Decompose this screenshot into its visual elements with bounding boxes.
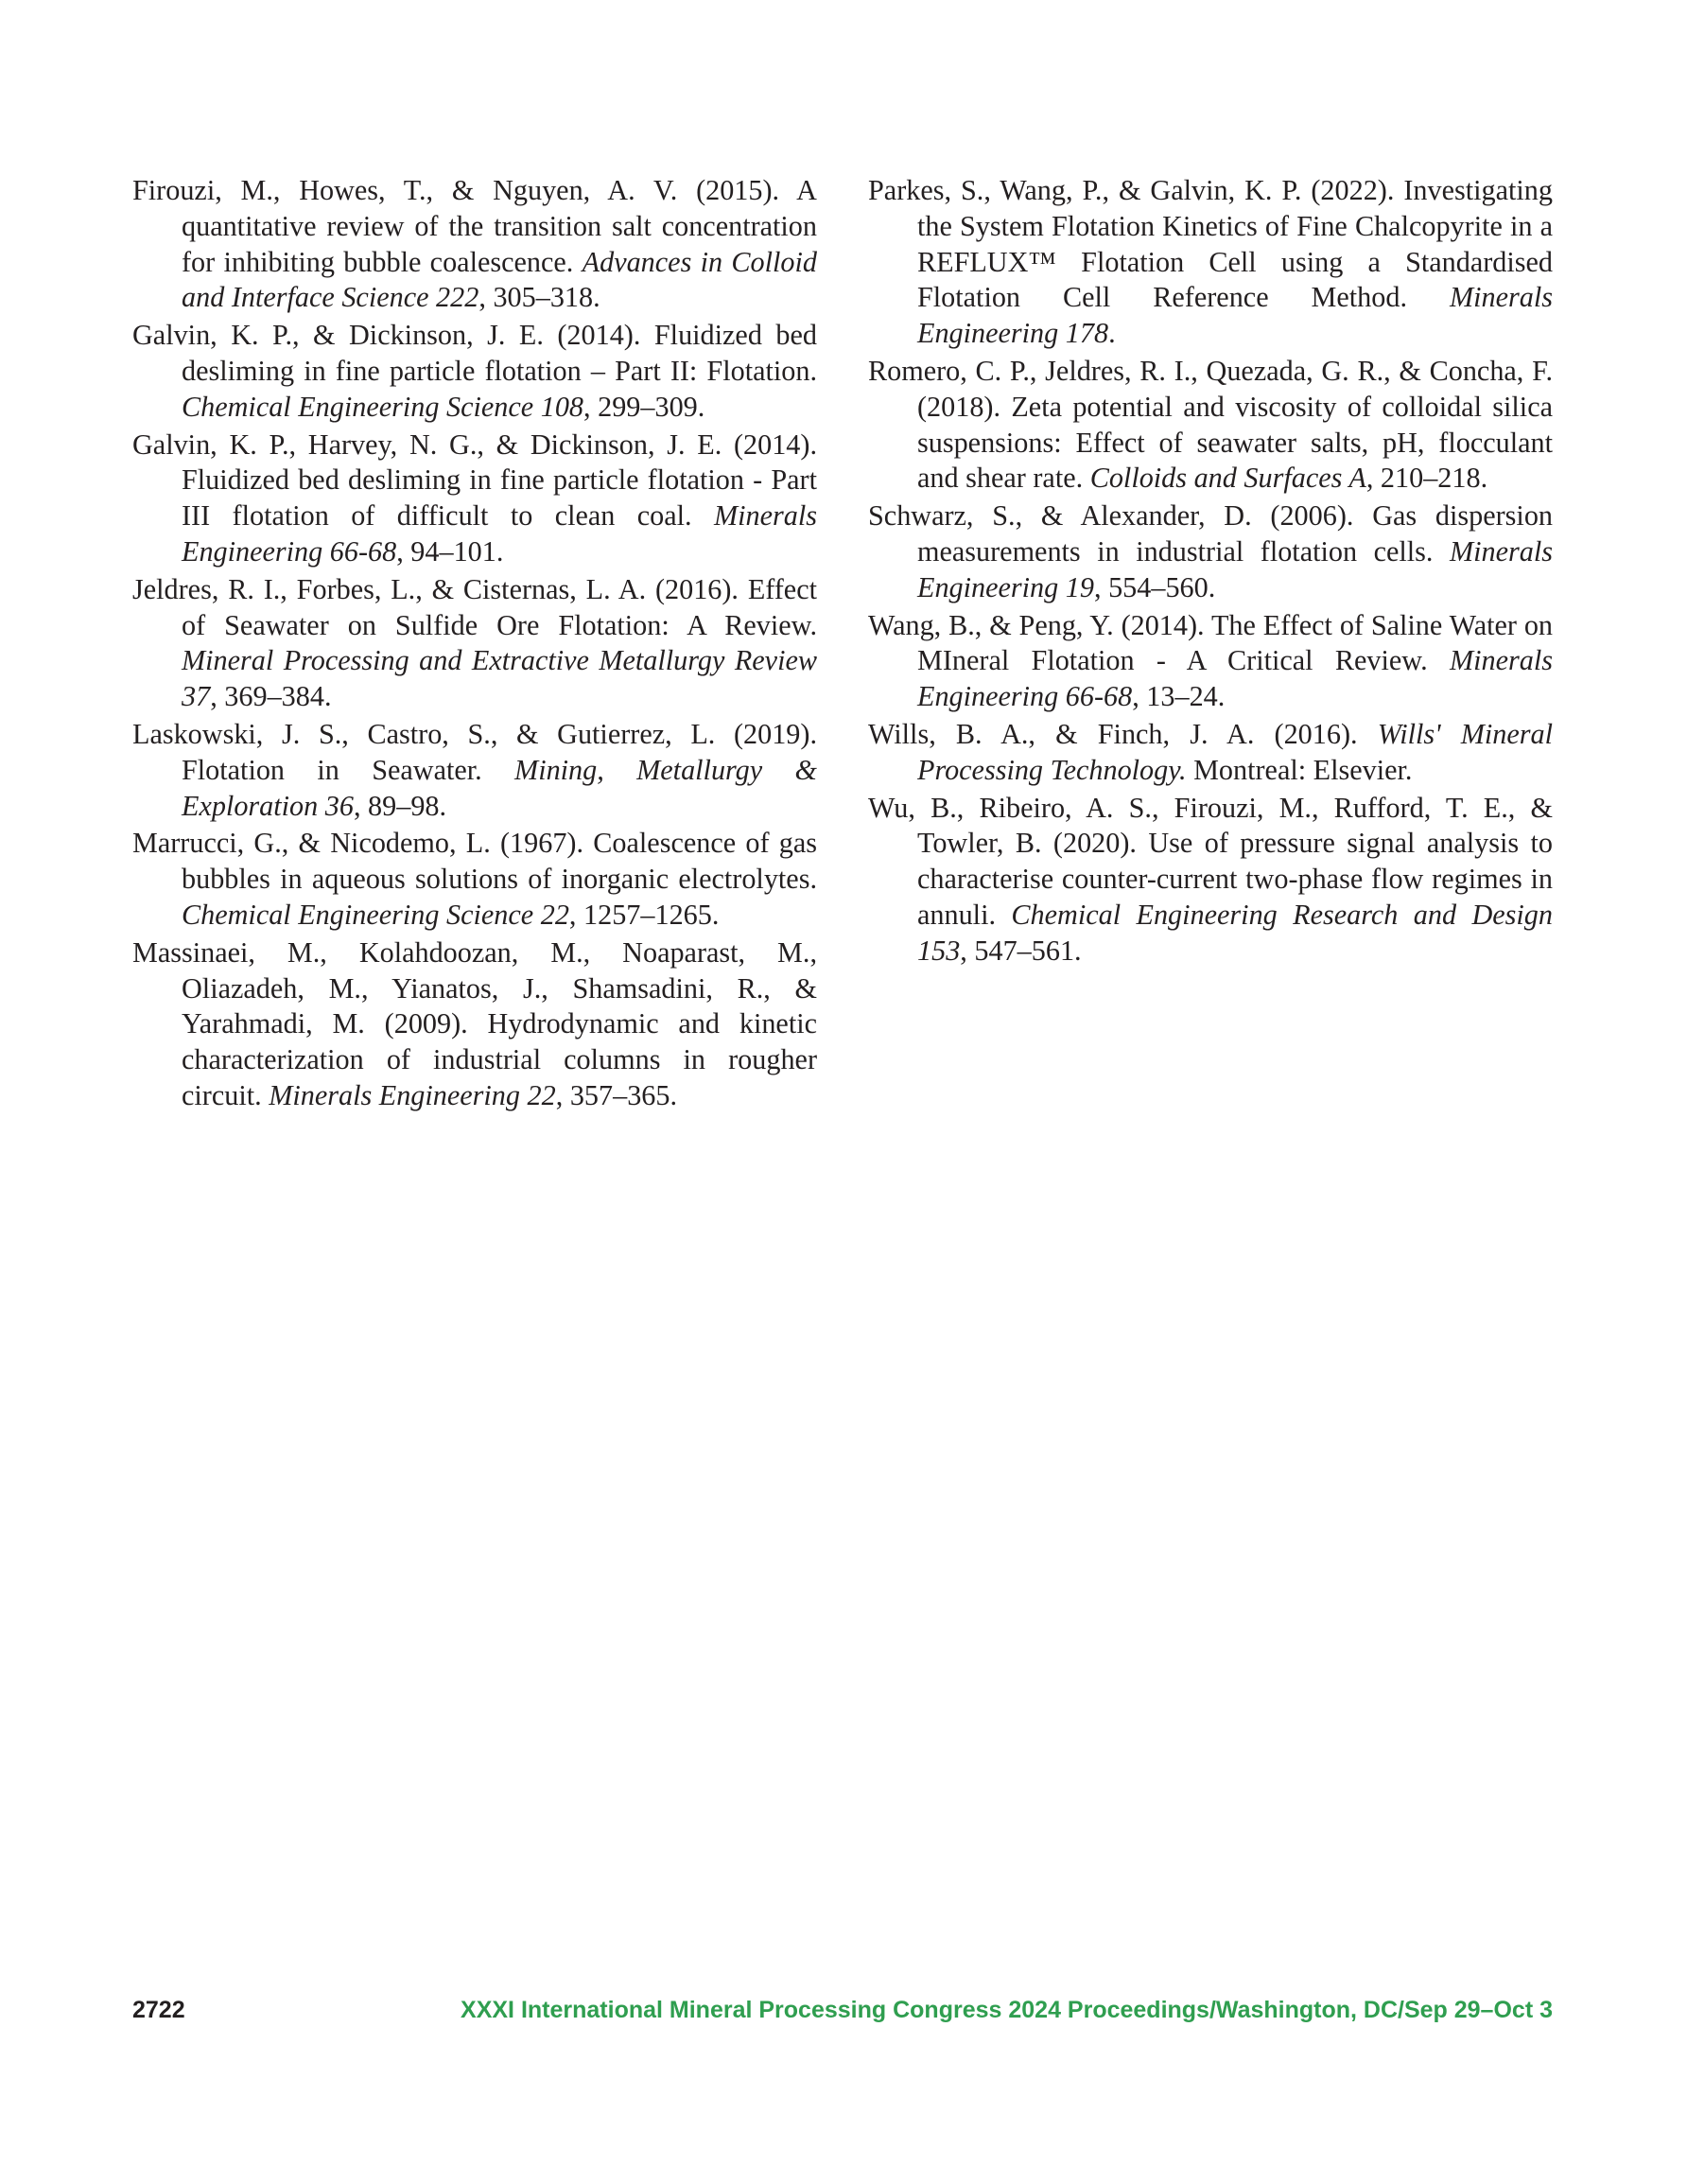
reference-authors: Wang, B., & Peng, Y. (2014). bbox=[868, 608, 1205, 641]
reference-authors: Massinaei, M., Kolahdoozan, M., Noaparast, M., Oliazadeh, M., Yianatos, J., Shamsadini, R., & Yarahmadi, M. (2009). bbox=[132, 935, 817, 1040]
running-footer-title: XXXI International Mineral Processing Congress 2024 Proceedings/Washington, DC/Sep 29–Oct 3 bbox=[461, 1997, 1553, 2023]
reference-venue: Wills' Mineral Processing Technology. bbox=[917, 717, 1553, 786]
reference-venue: Chemical Engineering Research and Design 153 bbox=[917, 898, 1553, 967]
reference-authors: Wu, B., Ribeiro, A. S., Firouzi, M., Rufford, T. E., & Towler, B. (2020). bbox=[868, 791, 1553, 860]
reference-authors: Galvin, K. P., Harvey, N. G., & Dickinson, J. E. (2014). bbox=[132, 428, 817, 461]
reference-pages: , 13–24. bbox=[1132, 680, 1226, 713]
reference-venue: Chemical Engineering Science 108 bbox=[182, 390, 584, 423]
reference-title bbox=[1358, 718, 1378, 750]
reference-authors: Romero, C. P., Jeldres, R. I., Quezada, G. R., & Concha, F. (2018). bbox=[868, 354, 1553, 423]
reference-entry bbox=[132, 318, 817, 425]
reference-venue: Mineral Processing and Extractive Metallurgy Review 37 bbox=[182, 644, 817, 713]
reference-authors: Marrucci, G., & Nicodemo, L. (1967). bbox=[132, 827, 584, 860]
reference-title: Zeta potential and viscosity of colloidal silica suspensions: Effect of seawater salts, pH, flocculant and shear rate. bbox=[917, 390, 1553, 495]
page-footer bbox=[132, 1997, 1553, 2035]
reference-pages: , 299–309. bbox=[583, 390, 705, 423]
reference-authors: Wills, B. A., & Finch, J. A. (2016). bbox=[868, 717, 1358, 750]
reference-venue: Advances in Colloid and Interface Science 222 bbox=[182, 245, 817, 314]
reference-title: Effect of Seawater on Sulfide Ore Flotation: A Review. bbox=[182, 572, 817, 641]
reference-pages: , 547–561. bbox=[960, 934, 1082, 967]
reference-authors: Parkes, S., Wang, P., & Galvin, K. P. (2022). bbox=[868, 174, 1395, 206]
reference-pages: Montreal: Elsevier. bbox=[1186, 753, 1413, 786]
reference-title: Investigating the System Flotation Kinetics of Fine Chalcopyrite in a REFLUX™ Flotation Cell using a Standardised Flotation Cell Reference Method. bbox=[917, 174, 1553, 314]
reference-authors: Laskowski, J. S., Castro, S., & Gutierrez, L. (2019). bbox=[132, 717, 817, 750]
reference-authors: Galvin, K. P., & Dickinson, J. E. (2014). bbox=[132, 319, 641, 352]
reference-entry bbox=[132, 173, 817, 316]
reference-pages: , 94–101. bbox=[396, 534, 504, 568]
reference-title: Hydrodynamic and kinetic characterization of industrial columns in rougher circuit. bbox=[182, 1007, 817, 1111]
reference-venue: Colloids and Surfaces A bbox=[1089, 462, 1366, 495]
reference-entry bbox=[132, 935, 817, 1114]
reference-venue: Minerals Engineering 66-68 bbox=[917, 644, 1553, 713]
reference-authors: Jeldres, R. I., Forbes, L., & Cisternas, L. A. (2016). bbox=[132, 572, 739, 605]
reference-venue: Chemical Engineering Science 22 bbox=[182, 898, 569, 931]
reference-title: The Effect of Saline Water on MIneral Flotation - A Critical Review. bbox=[917, 608, 1554, 677]
reference-pages: , 369–384. bbox=[210, 680, 332, 713]
reference-pages: , 554–560. bbox=[1093, 570, 1216, 603]
references-column-right bbox=[868, 173, 1553, 971]
reference-venue: Minerals Engineering 66-68 bbox=[182, 499, 817, 568]
reference-pages: . bbox=[1108, 317, 1116, 350]
reference-entry bbox=[132, 428, 817, 570]
reference-authors: Firouzi, M., Howes, T., & Nguyen, A. V. (2015). bbox=[132, 174, 780, 206]
reference-entry bbox=[868, 791, 1553, 970]
reference-entry bbox=[868, 608, 1553, 715]
reference-entry bbox=[868, 717, 1553, 789]
reference-entry bbox=[132, 572, 817, 715]
references-column-left bbox=[132, 173, 817, 1116]
reference-pages: , 89–98. bbox=[353, 789, 447, 822]
reference-title: A quantitative review of the transition salt concentration for inhibiting bubble coalescence. bbox=[182, 174, 817, 278]
reference-title: Flotation in Seawater. bbox=[182, 753, 515, 786]
reference-title: Gas dispersion measurements in industrial flotation cells. bbox=[917, 499, 1554, 568]
reference-entry bbox=[868, 498, 1553, 605]
reference-title: Use of pressure signal analysis to characterise counter-current two-phase flow regimes in annuli. bbox=[917, 827, 1553, 931]
reference-entry bbox=[868, 173, 1553, 352]
reference-title: Fluidized bed desliming in fine particle flotation - Part III flotation of difficult to clean coal. bbox=[182, 463, 817, 533]
reference-venue: Minerals Engineering 178 bbox=[917, 281, 1553, 350]
reference-entry bbox=[868, 354, 1553, 497]
reference-pages: , 357–365. bbox=[555, 1078, 678, 1111]
reference-pages: , 305–318. bbox=[478, 281, 600, 314]
reference-pages: , 1257–1265. bbox=[568, 898, 720, 931]
reference-title: Coalescence of gas bubbles in aqueous solutions of inorganic electrolytes. bbox=[182, 827, 817, 896]
reference-entry bbox=[132, 826, 817, 933]
reference-venue: Minerals Engineering 22 bbox=[269, 1078, 556, 1111]
page-number: 2722 bbox=[132, 1997, 185, 2023]
reference-entry bbox=[132, 717, 817, 824]
reference-venue: Minerals Engineering 19 bbox=[917, 534, 1553, 603]
reference-venue: Mining, Metallurgy & Exploration 36 bbox=[182, 753, 817, 822]
reference-authors: Schwarz, S., & Alexander, D. (2006). bbox=[868, 499, 1354, 533]
reference-pages: , 210–218. bbox=[1365, 462, 1488, 495]
reference-title: Fluidized bed desliming in fine particle flotation – Part II: Flotation. bbox=[182, 319, 817, 387]
